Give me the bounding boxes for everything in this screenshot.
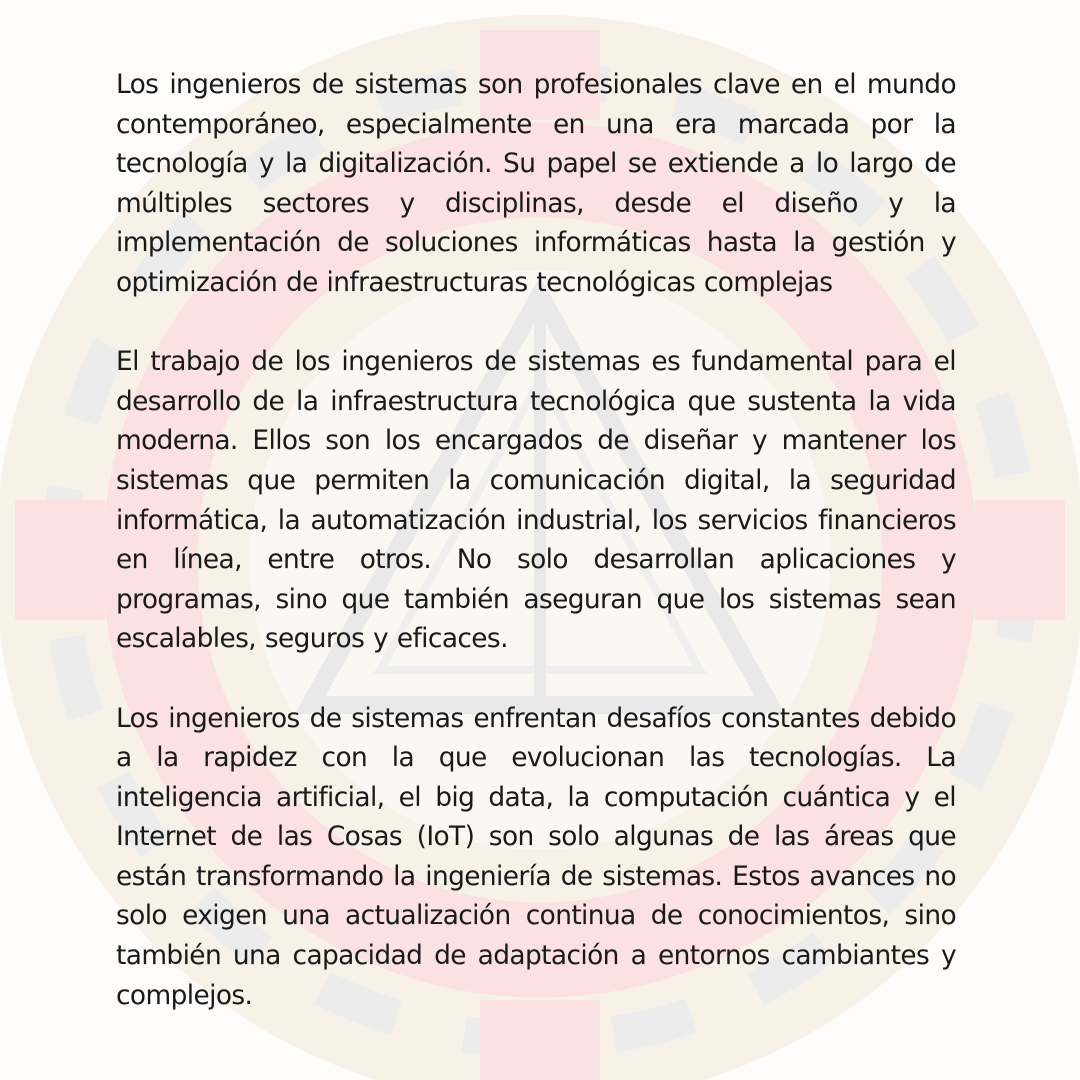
gear-tooth-right xyxy=(975,500,1065,620)
paragraph-desafios-tecnologias: Los ingenieros de sistemas enfrentan desafíos constantes debido a la rapidez con la que evolucionan las tecnologías. La inteligencia artificial, el big data, la computación cuántica y el Internet de las Cosas (IoT) son solo algunas de las áreas que están transformando la ingeniería de sistemas. Estos avances no solo exigen una actualización continua de conocimientos, sino también una capacidad de adaptación a entornos cambiantes y complejos. xyxy=(116,702,956,1011)
paragraph-trabajo-fundamental: El trabajo de los ingenieros de sistemas es fundamental para el desarrollo de la infraestructura tecnológica que sustenta la vida moderna. Ellos son los encargados de diseñar y mantener los sistemas que permiten la comunicación digital, la seguridad informática, la automatización industrial, los servicios financieros en línea, entre otros. No solo desarrollan aplicaciones y programas, sino que también aseguran que los sistemas sean escalables, seguros y eficaces. xyxy=(116,346,956,655)
document-body xyxy=(116,65,956,1055)
paragraph-ingenieros-clave: Los ingenieros de sistemas son profesionales clave en el mundo contemporáneo, especialmente en una era marcada por la tecnología y la digitalización. Su papel se extiende a lo largo de múltiples sectores y disciplinas, desde el diseño y la implementación de soluciones informáticas hasta la gestión y optimización de infraestructuras tecnológicas complejas xyxy=(116,69,956,298)
gear-tooth-left xyxy=(15,500,105,620)
